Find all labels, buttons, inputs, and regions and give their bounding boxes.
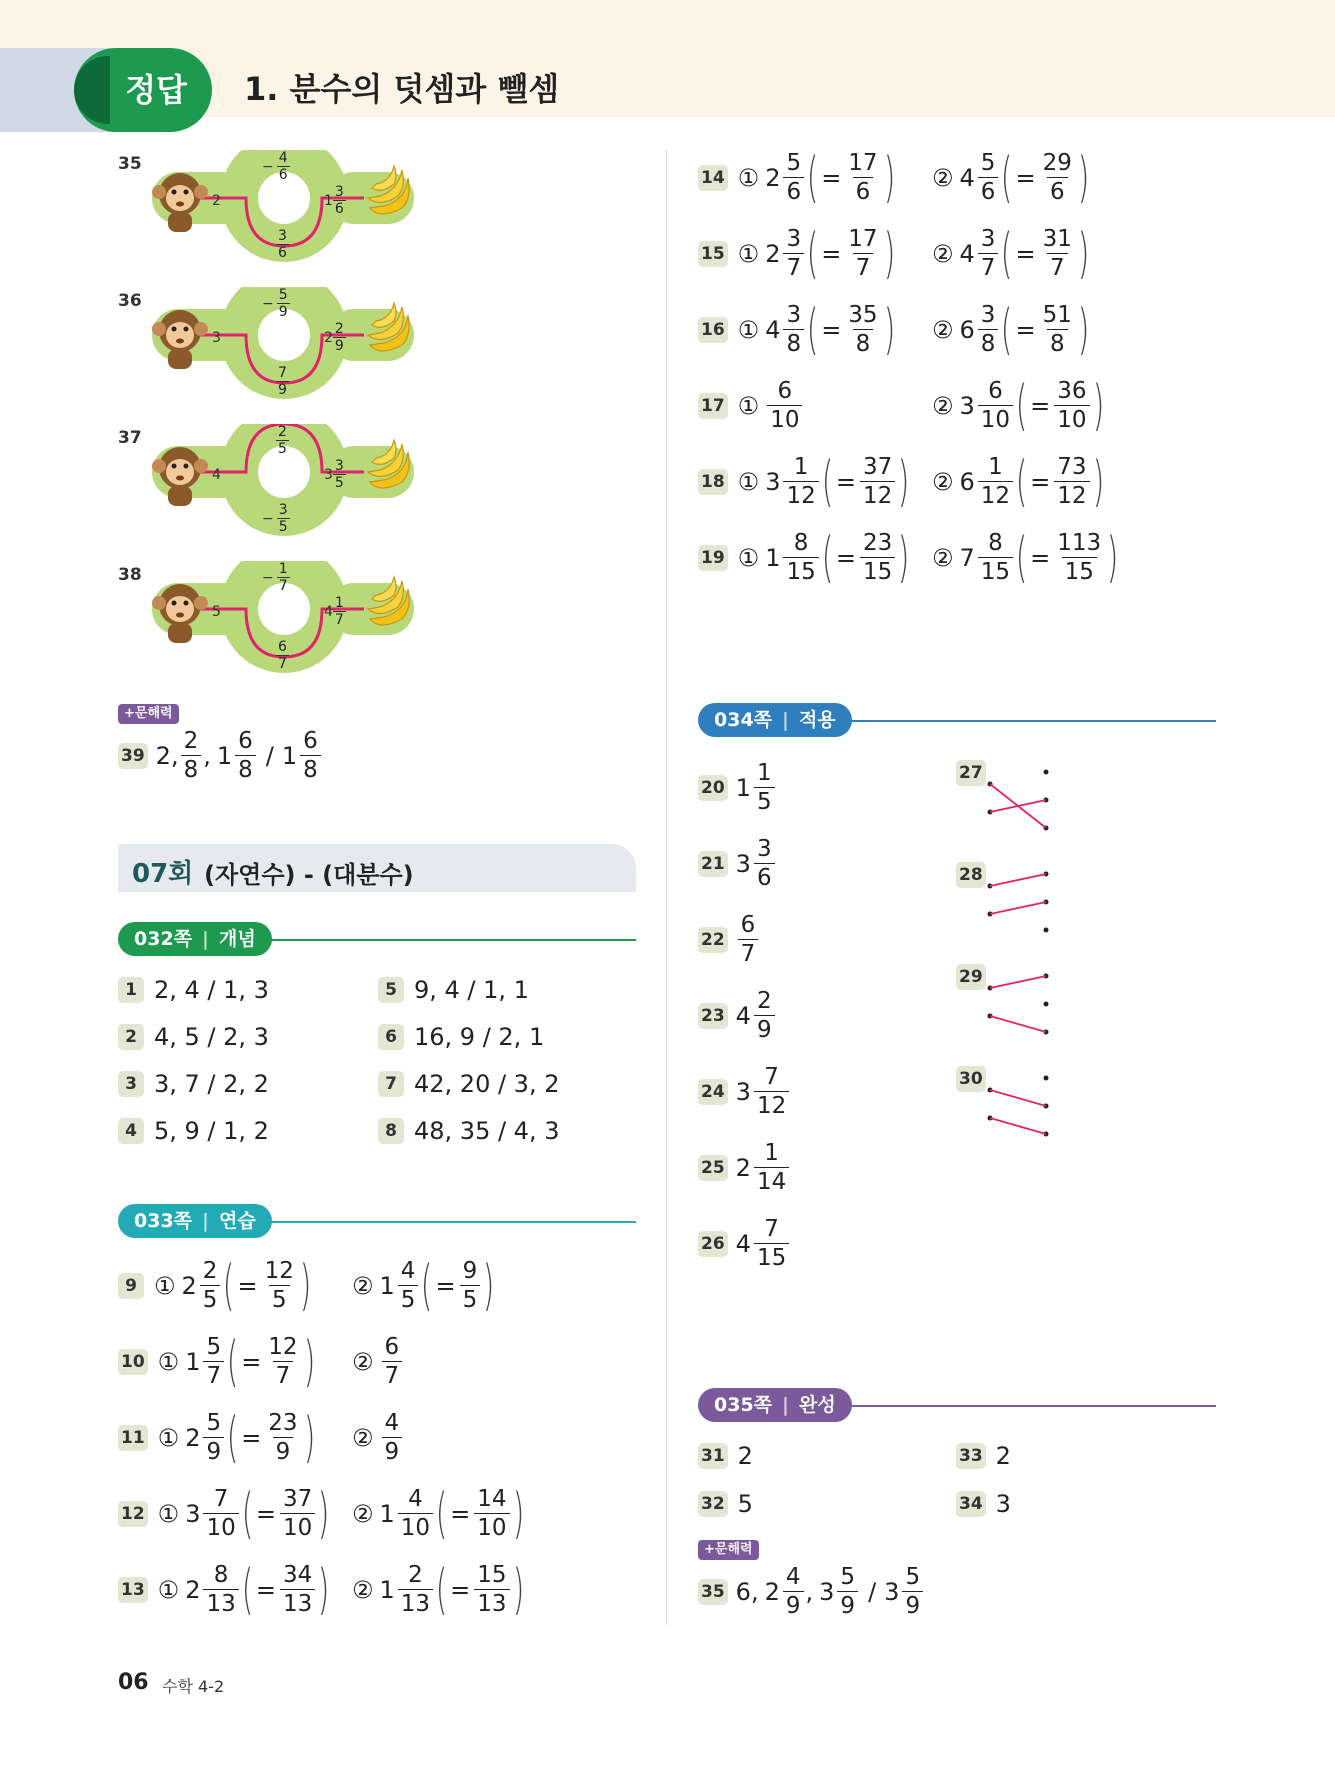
fraction-improper: $\frac{35}{8}$ [848, 302, 878, 357]
session-title: (자연수) - (대분수) [204, 861, 414, 889]
fraction-improper: $\frac{113}{15}$ [1057, 530, 1102, 585]
answer-33: 33 2 [956, 1442, 1011, 1470]
answer-18: 18 ① 3 $\frac{1}{12}$ ( = $\frac{37}{12}$ ) ② 6 $\frac{1}{12}$ ( = $\frac{73}{12}$ ) [698, 454, 1105, 509]
answer-23: 23 4 $\frac{2}{9}$ [698, 988, 777, 1043]
matching-lines [956, 760, 1056, 840]
fraction: $\frac{7}{15}$ [754, 1216, 789, 1271]
question-number: 24 [698, 1079, 728, 1105]
fraction-improper: $\frac{23}{15}$ [860, 530, 895, 585]
fraction-improper: $\frac{37}{10}$ [280, 1486, 315, 1541]
answer-26: 26 4 $\frac{7}{15}$ [698, 1216, 791, 1271]
question-number: 12 [118, 1501, 148, 1527]
section-035: 035쪽 | 완성 [698, 1388, 1216, 1428]
fraction: $\frac{6}{10}$ [767, 378, 802, 433]
maze-label: − $\frac{3}{5}$ [262, 502, 288, 535]
fraction: $\frac{2}{5}$ [200, 1258, 221, 1313]
answer-17: 17 ① $\frac{6}{10}$ ② 3 $\frac{6}{10}$ ( = $\frac{36}{10}$ ) [698, 378, 1105, 433]
answer-15: 15 ① 2 $\frac{3}{7}$ ( = $\frac{17}{7}$ ) ② 4 $\frac{3}{7}$ ( = $\frac{31}{7}$ ) [698, 226, 1090, 281]
answer-4: 4 5, 9 / 1, 2 [118, 1117, 269, 1145]
matching-lines [956, 862, 1056, 942]
fraction: $\frac{2}{13}$ [398, 1562, 433, 1617]
question-number: 35 [698, 1579, 728, 1605]
page-number: 06 [118, 1670, 149, 1695]
matching-lines [956, 1066, 1056, 1146]
answer-10: 10 ① 1 $\frac{5}{7}$ ( = $\frac{12}{7}$ ) ② $\frac{6}{7}$ [118, 1334, 404, 1389]
answer-16: 16 ① 4 $\frac{3}{8}$ ( = $\frac{35}{8}$ ) ② 6 $\frac{3}{8}$ ( = $\frac{51}{8}$ ) [698, 302, 1090, 357]
matching-lines [956, 964, 1056, 1044]
maze-label: 2 2 9 [324, 321, 344, 354]
answer-25: 25 2 $\frac{1}{14}$ [698, 1140, 791, 1195]
fraction-improper: $\frac{36}{10}$ [1054, 378, 1089, 433]
question-number: 3 [118, 1071, 144, 1097]
answer-3: 3 3, 7 / 2, 2 [118, 1070, 269, 1098]
question-number: 32 [698, 1491, 728, 1517]
fraction-improper: $\frac{23}{9}$ [268, 1410, 298, 1465]
fraction-improper: $\frac{51}{8}$ [1042, 302, 1072, 357]
question-number: 29 [956, 964, 986, 990]
answer-7: 7 42, 20 / 3, 2 [378, 1070, 559, 1098]
answer-8: 8 48, 35 / 4, 3 [378, 1117, 559, 1145]
answer-24: 24 3 $\frac{7}{12}$ [698, 1064, 791, 1119]
question-number: 25 [698, 1155, 728, 1181]
fraction-improper: $\frac{37}{12}$ [860, 454, 895, 509]
maze-label: 4 1 7 [324, 595, 344, 628]
match-line [990, 1090, 1046, 1106]
fraction: $\frac{6}{10}$ [978, 378, 1013, 433]
question-number: 2 [118, 1024, 144, 1050]
question-number: 35 [118, 154, 142, 174]
maze-label: 5 [212, 604, 221, 620]
answer-34: 34 3 [956, 1490, 1011, 1518]
maze-35 [118, 150, 418, 280]
question-number: 28 [956, 862, 986, 888]
fraction-improper: $\frac{15}{13}$ [474, 1562, 509, 1617]
fraction-improper: $\frac{34}{13}$ [280, 1562, 315, 1617]
question-number: 4 [118, 1118, 144, 1144]
answer-badge: 정답 [125, 71, 187, 109]
question-number: 21 [698, 851, 728, 877]
answer-12: 12 ① 3 $\frac{7}{10}$ ( = $\frac{37}{10}$ ) ② 1 $\frac{4}{10}$ ( = $\frac{14}{10}$ ) [118, 1486, 525, 1541]
question-number: 17 [698, 393, 728, 419]
question-number: 31 [698, 1443, 728, 1469]
question-number: 26 [698, 1231, 728, 1257]
fraction: $\frac{6}{7}$ [738, 912, 759, 967]
fraction-improper: $\frac{14}{10}$ [474, 1486, 509, 1541]
session-number: 07회 [132, 859, 194, 889]
fraction: $\frac{5}{6}$ [978, 150, 999, 205]
answer-19: 19 ① 1 $\frac{8}{15}$ ( = $\frac{23}{15}$ ) ② 7 $\frac{8}{15}$ ( = $\frac{113}{15}$ ) [698, 530, 1119, 585]
maze-38 [118, 561, 418, 691]
matching-28 [956, 862, 1056, 942]
maze-label: − $\frac{5}{9}$ [262, 287, 288, 320]
question-number: 22 [698, 927, 728, 953]
question-number: 36 [118, 291, 142, 311]
answer-21: 21 3 $\frac{3}{6}$ [698, 836, 777, 891]
fraction-improper: $\frac{73}{12}$ [1054, 454, 1089, 509]
matching-30 [956, 1066, 1056, 1146]
fraction: $\frac{3}{7}$ [978, 226, 999, 281]
answer-22 [698, 912, 760, 967]
match-line [990, 902, 1046, 914]
fraction: $\frac{6}{8}$ [300, 728, 321, 783]
question-number: 10 [118, 1349, 148, 1375]
question-number: 37 [118, 428, 142, 448]
question-number: 27 [956, 760, 986, 786]
question-number: 5 [378, 977, 404, 1003]
question-number: 16 [698, 317, 728, 343]
answer-31: 31 2 [698, 1442, 753, 1470]
section-032: 032쪽 | 개념 [118, 922, 636, 962]
fraction: $\frac{5}{6}$ [783, 150, 804, 205]
answer-39: 39 2, $\frac{2}{8}$ , 1 $\frac{6}{8}$ / 1 $\frac{6}{8}$ [118, 728, 323, 783]
question-number: 7 [378, 1071, 404, 1097]
fraction: $\frac{4}{5}$ [398, 1258, 419, 1313]
question-number: 19 [698, 545, 728, 571]
fraction: $\frac{5}{7}$ [203, 1334, 224, 1389]
fraction-improper: $\frac{12}{5}$ [264, 1258, 294, 1313]
question-number: 9 [118, 1273, 144, 1299]
match-line [990, 1118, 1046, 1134]
maze-label: − $\frac{4}{6}$ [262, 150, 288, 183]
answer-32: 32 5 [698, 1490, 753, 1518]
fraction: $\frac{1}{14}$ [754, 1140, 789, 1195]
maze-label: − $\frac{1}{7}$ [262, 561, 288, 594]
question-number: 11 [118, 1425, 148, 1451]
maze-label: 4 [212, 467, 221, 483]
answer-5: 5 9, 4 / 1, 1 [378, 976, 529, 1004]
fraction-improper: $\frac{17}{6}$ [848, 150, 878, 205]
maze-label: 7 9 [278, 365, 287, 398]
fraction: $\frac{8}{15}$ [978, 530, 1013, 585]
literacy-badge: +문해력 [118, 702, 179, 724]
fraction: $\frac{4}{9}$ [382, 1410, 403, 1465]
fraction-improper: $\frac{31}{7}$ [1042, 226, 1072, 281]
match-dot [1044, 928, 1049, 933]
match-line [990, 1016, 1046, 1032]
fraction: $\frac{3}{6}$ [754, 836, 775, 891]
fraction: $\frac{4}{10}$ [398, 1486, 433, 1541]
match-dot [1044, 1076, 1049, 1081]
fraction: $\frac{5}{9}$ [203, 1410, 224, 1465]
section-033: 033쪽 | 연습 [118, 1204, 636, 1244]
fraction: $\frac{1}{12}$ [783, 454, 818, 509]
answer-14: 14 ① 2 $\frac{5}{6}$ ( = $\frac{17}{6}$ ) ② 4 $\frac{5}{6}$ ( = $\frac{29}{6}$ ) [698, 150, 1090, 205]
question-number: 30 [956, 1066, 986, 1092]
match-dot [1044, 770, 1049, 775]
question-number: 1 [118, 977, 144, 1003]
literacy-badge-2: +문해력 [698, 1538, 759, 1560]
question-number: 13 [118, 1577, 148, 1603]
fraction: $\frac{6}{7}$ [382, 1334, 403, 1389]
match-line [990, 976, 1046, 988]
question-number: 23 [698, 1003, 728, 1029]
maze-label: 1 3 6 [324, 184, 344, 217]
maze-label: 3 3 5 [324, 458, 344, 491]
fraction: $\frac{7}{10}$ [203, 1486, 238, 1541]
match-line [990, 874, 1046, 886]
fraction: $\frac{3}{8}$ [783, 302, 804, 357]
fraction: $\frac{5}{9}$ [837, 1564, 858, 1619]
page-title: 1. 분수의 덧셈과 뺄셈 [244, 70, 560, 108]
question-number: 34 [956, 1491, 986, 1517]
question-number: 8 [378, 1118, 404, 1144]
question-number: 38 [118, 565, 142, 585]
answer-35-literacy: 35 6, 2 $\frac{4}{9}$ , 3 $\frac{5}{9}$ / 3 $\frac{5}{9}$ [698, 1564, 925, 1619]
match-dot [1044, 1002, 1049, 1007]
maze-label: 6 7 [278, 639, 287, 672]
fraction: $\frac{5}{9}$ [902, 1564, 923, 1619]
question-number: 6 [378, 1024, 404, 1050]
maze-label: 3 [212, 330, 221, 346]
maze-label: 2 5 [278, 424, 287, 457]
question-number: 15 [698, 241, 728, 267]
maze-36 [118, 287, 418, 417]
question-number: 14 [698, 165, 728, 191]
fraction-improper: $\frac{17}{7}$ [848, 226, 878, 281]
answer-20: 20 1 $\frac{1}{5}$ [698, 760, 777, 815]
match-line [990, 800, 1046, 812]
question-number: 20 [698, 775, 728, 801]
fraction: $\frac{4}{9}$ [783, 1564, 804, 1619]
question-number: 18 [698, 469, 728, 495]
fraction-improper: $\frac{9}{5}$ [460, 1258, 481, 1313]
fraction: $\frac{6}{8}$ [235, 728, 256, 783]
book-name: 수학 4-2 [162, 1677, 225, 1696]
fraction: $\frac{7}{12}$ [754, 1064, 789, 1119]
answer-2: 2 4, 5 / 2, 3 [118, 1023, 269, 1051]
answer-11: 11 ① 2 $\frac{5}{9}$ ( = $\frac{23}{9}$ ) ② $\frac{4}{9}$ [118, 1410, 404, 1465]
answer-6: 6 16, 9 / 2, 1 [378, 1023, 544, 1051]
matching-27 [956, 760, 1056, 840]
answer-1: 1 2, 4 / 1, 3 [118, 976, 269, 1004]
question-number: 33 [956, 1443, 986, 1469]
fraction-improper: $\frac{12}{7}$ [268, 1334, 298, 1389]
maze-label: 2 [212, 193, 221, 209]
fraction: $\frac{8}{15}$ [783, 530, 818, 585]
column-divider [666, 150, 667, 1625]
fraction: $\frac{2}{8}$ [181, 728, 202, 783]
section-034: 034쪽 | 적용 [698, 703, 1216, 743]
matching-29 [956, 964, 1056, 1044]
fraction: $\frac{1}{5}$ [754, 760, 775, 815]
session-banner [118, 844, 636, 892]
fraction: $\frac{3}{8}$ [978, 302, 999, 357]
fraction: $\frac{8}{13}$ [203, 1562, 238, 1617]
question-number: 39 [118, 743, 148, 769]
fraction-improper: $\frac{29}{6}$ [1042, 150, 1072, 205]
answer-13: 13 ① 2 $\frac{8}{13}$ ( = $\frac{34}{13}$ ) ② 1 $\frac{2}{13}$ ( = $\frac{15}{13}$ ) [118, 1562, 525, 1617]
maze-label: 3 6 [278, 228, 287, 261]
fraction: $\frac{3}{7}$ [783, 226, 804, 281]
fraction: $\frac{2}{9}$ [754, 988, 775, 1043]
answer-9: 9 ① 2 $\frac{2}{5}$ ( = $\frac{12}{5}$ ) ② 1 $\frac{4}{5}$ ( = $\frac{9}{5}$ ) [118, 1258, 495, 1313]
fraction: $\frac{1}{12}$ [978, 454, 1013, 509]
maze-37 [118, 424, 418, 554]
